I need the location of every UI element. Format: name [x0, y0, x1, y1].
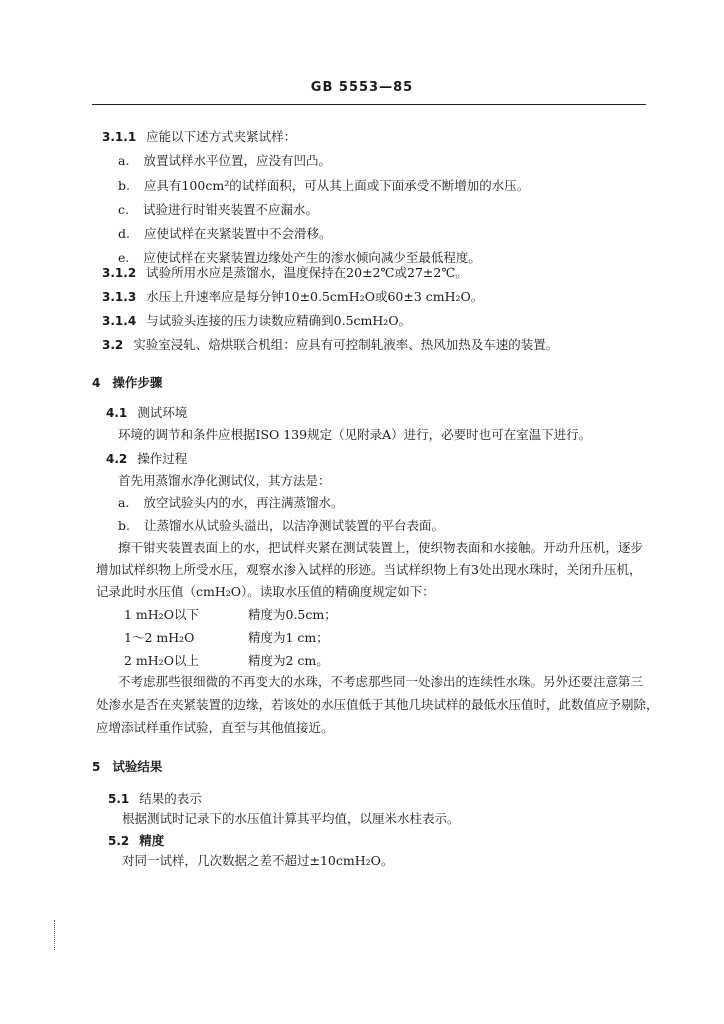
clause-5-1: [108, 790, 202, 808]
clause-text: 试验所用水应是蒸馏水，温度保持在20±2℃或27±2℃。: [146, 265, 468, 280]
clause-3-2: [102, 336, 558, 354]
clause-number: 5.1: [108, 792, 130, 806]
list-item-a: [118, 152, 331, 170]
section-heading-4: [92, 374, 162, 392]
section-number: 5: [92, 760, 101, 774]
item-marker: a.: [118, 153, 130, 168]
section-title: 操作步骤: [112, 375, 163, 390]
clause-3-1-2: [102, 264, 468, 282]
clause-text: 操作过程: [137, 451, 188, 466]
list-item-b: [118, 177, 529, 195]
clause-number: 3.1.1: [102, 130, 137, 144]
item-text: 放置试样水平位置，应没有凹凸。: [143, 153, 331, 168]
item-marker: c.: [118, 202, 129, 217]
item-marker: a.: [118, 495, 130, 510]
paragraph: 根据测试时记录下的水压值计算其平均值，以厘米水柱表示。: [122, 811, 460, 826]
clause-number: 5.2: [108, 834, 130, 848]
item-text: 应使试样在夹紧装置边缘处产生的渗水倾向减少至最低程度。: [143, 250, 481, 265]
item-marker: e.: [118, 250, 130, 265]
precision-row: [124, 652, 329, 670]
item-marker: b.: [118, 178, 130, 193]
clause-number: 3.2: [102, 338, 124, 352]
header-rule: [92, 104, 646, 105]
clause-number: 3.1.3: [102, 290, 137, 304]
list-item-a: [118, 494, 343, 512]
list-item-b: [118, 517, 444, 535]
item-text: 应使试样在夹紧装置中不会滑移。: [143, 226, 332, 241]
paragraph: 首先用蒸馏水净化测试仪，其方法是：: [118, 473, 331, 488]
item-marker: d.: [118, 226, 130, 241]
clause-text: 实验室浸轧、焙烘联合机组：应具有可控制轧液率、热风加热及车速的装置。: [133, 337, 559, 352]
clause-text: 精度: [139, 833, 165, 848]
section-title: 试验结果: [112, 759, 163, 774]
clause-number: 3.1.4: [102, 314, 137, 328]
item-text: 应具有100cm²的试样面积，可从其上面或下面承受不断增加的水压。: [143, 178, 530, 193]
precision-row: [124, 606, 337, 624]
range-cell: 1 mH₂O以下: [124, 607, 199, 622]
clause-3-1-1: [102, 128, 296, 146]
paragraph: 应增添试样重作试验，直至与其他值接近。: [96, 720, 334, 735]
paragraph: 环境的调节和条件应根据ISO 139规定（见附录A）进行，必要时也可在室温下进行。: [118, 427, 592, 442]
clause-3-1-3: [102, 288, 483, 306]
item-text: 让蒸馏水从试验头溢出，以洁净测试装置的平台表面。: [143, 518, 444, 533]
clause-text: 测试环境: [137, 405, 188, 420]
clause-4-2: [106, 450, 187, 468]
item-marker: b.: [118, 518, 130, 533]
paragraph: 对同一试样，几次数据之差不超过±10cmH₂O。: [122, 853, 394, 868]
list-item-d: [118, 225, 332, 243]
paragraph: 擦干钳夹装置表面上的水，把试样夹紧在测试装置上，使织物表面和水接触。开动升压机，逐步: [118, 540, 644, 555]
clause-number: 3.1.2: [102, 266, 137, 280]
clause-text: 与试验头连接的压力读数应精确到0.5cmH₂O。: [146, 313, 412, 328]
item-text: 试验进行时钳夹装置不应漏水。: [142, 202, 318, 217]
clause-5-2: [108, 832, 164, 850]
precision-row: [124, 629, 329, 647]
paragraph: 记录此时水压值（cmH₂O）。读取水压值的精确度规定如下：: [96, 584, 435, 599]
paragraph: 处渗水是否在夹紧装置的边缘，若该处的水压值低于其他几块试样的最低水压值时，此数值应予剔除，: [96, 697, 659, 712]
precision-cell: 精度为1 cm；: [248, 630, 329, 645]
clause-number: 4.1: [106, 406, 128, 420]
page-header-code: GB 5553—85: [310, 80, 414, 95]
range-cell: 2 mH₂O以上: [124, 653, 199, 668]
section-heading-5: [92, 758, 162, 776]
section-number: 4: [92, 376, 101, 390]
item-text: 放空试验头内的水，再注满蒸馏水。: [143, 495, 344, 510]
clause-text: 结果的表示: [139, 791, 202, 806]
precision-cell: 精度为0.5cm；: [248, 607, 337, 622]
clause-text: 水压上升速率应是每分钟10±0.5cmH₂O或60±3 cmH₂O。: [146, 289, 484, 304]
precision-cell: 精度为2 cm。: [248, 653, 329, 668]
paragraph: 不考虑那些很细微的不再变大的水珠，不考虑那些同一处渗出的连续性水珠。另外还要注意第三: [118, 674, 644, 689]
clause-3-1-4: [102, 312, 411, 330]
clause-4-1: [106, 404, 187, 422]
clause-text: 应能以下述方式夹紧试样：: [146, 129, 297, 144]
scan-margin-mark: [54, 920, 59, 950]
list-item-c: [118, 201, 318, 219]
range-cell: 1～2 mH₂O: [124, 630, 195, 645]
paragraph: 增加试样织物上所受水压，观察水渗入试样的形迹。当试样织物上有3处出现水珠时，关闭升压机，: [96, 562, 642, 577]
clause-number: 4.2: [106, 452, 128, 466]
